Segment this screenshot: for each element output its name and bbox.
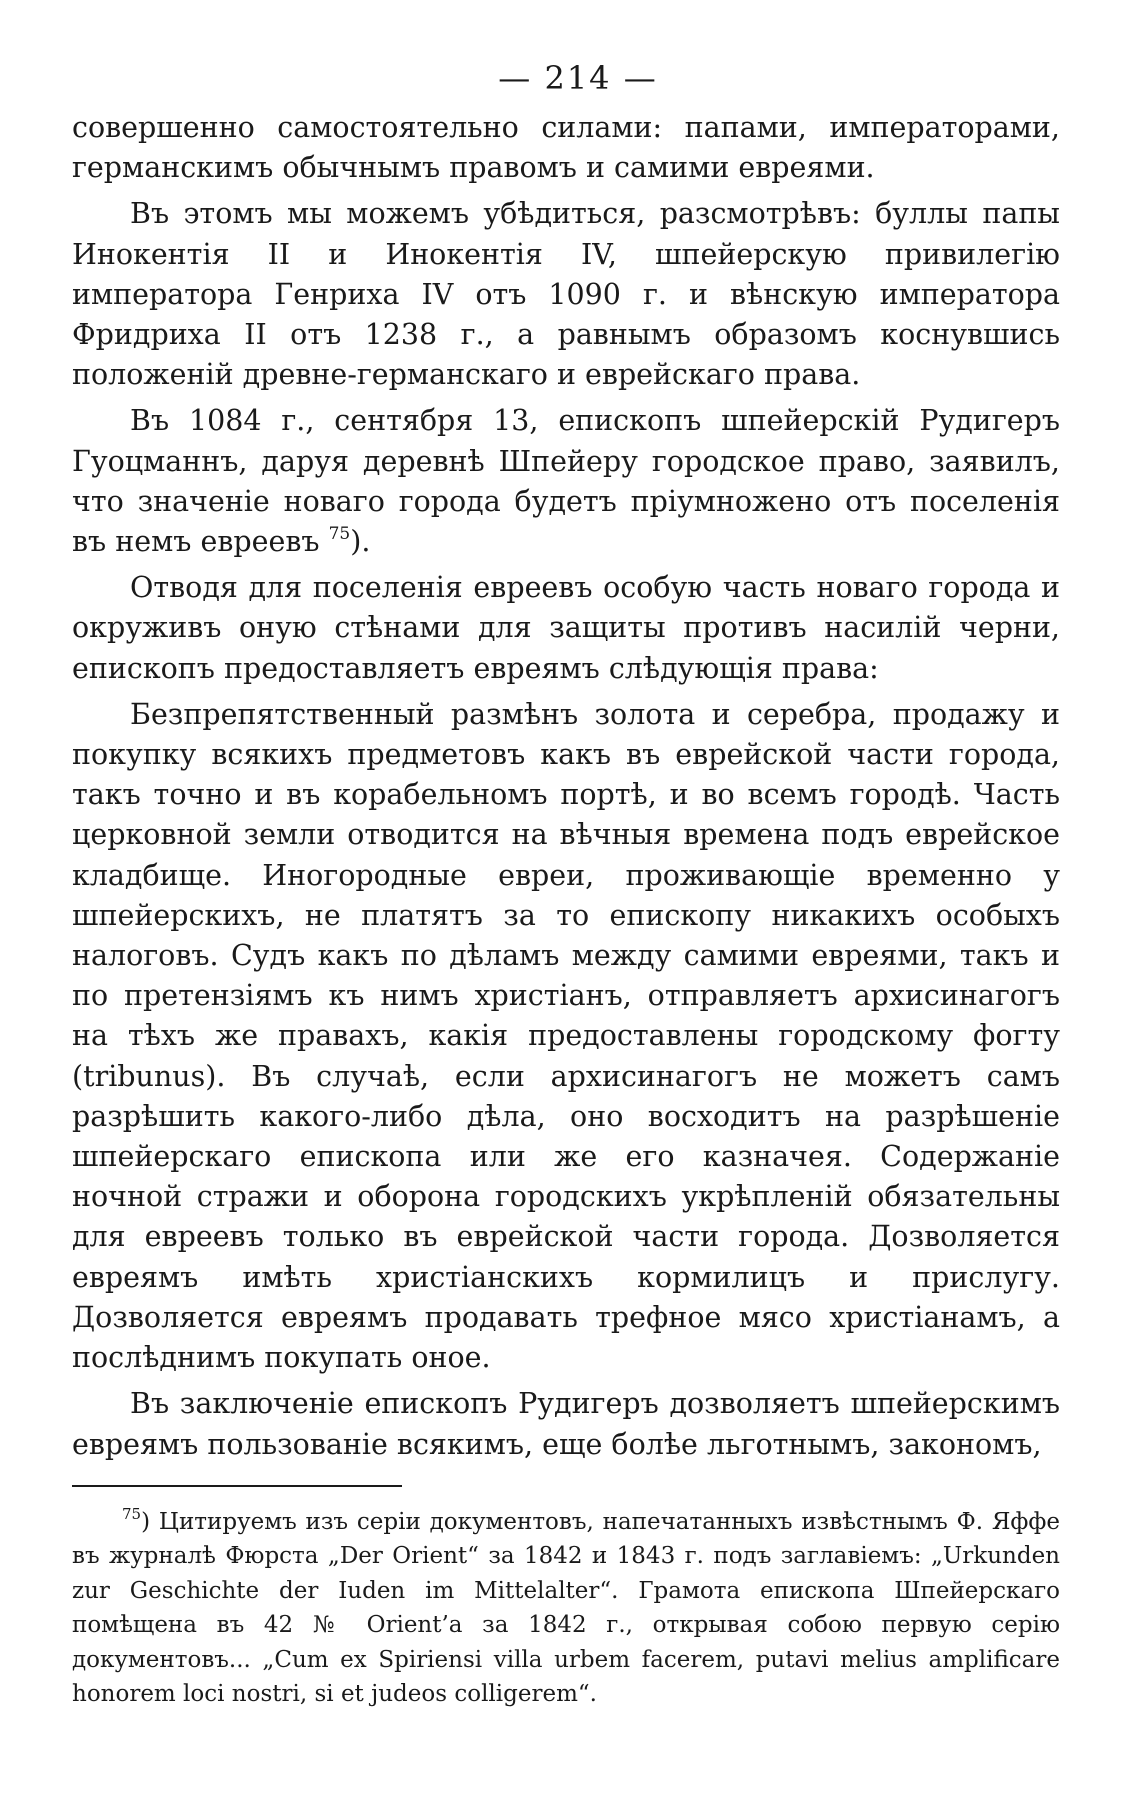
- paragraph-3-text: Въ 1084 г., сентября 13, епископъ шпейерскій Рудигеръ Гуоцманнъ, даруя деревнѣ Шпейеру городское право, заявилъ, что значеніе новаго города будетъ пріумножено отъ поселенія въ немъ евреевъ: [72, 404, 1060, 559]
- footnote-mark: 75: [122, 1504, 142, 1523]
- footnote-text: Цитируемъ изъ серіи документовъ, напечатанныхъ извѣстнымъ Ф. Яффе въ журналѣ Фюрста „Der Orient“ за 1842 и 1843 г. подъ заглавіемъ: „Urkunden zur Geschichte der Iuden im Mittelalter“. Грамота епископа Шпейерскаго помѣщена въ 42 № Orient’а за 1842 г., открывая собою первую серію документовъ... „Cum ex Spiriensi villa urbem facerem, putavi melius amplificare honorem loci nostri, si et judeos colligerem“.: [72, 1508, 1061, 1708]
- footnote-reference[interactable]: 75: [328, 524, 351, 545]
- paragraph-5: Безпрепятственный размѣнъ золота и серебра, продажу и покупку всякихъ предметовъ какъ въ еврейской части города, такъ точно и въ корабельномъ портѣ, и во всемъ городѣ. Часть церковной земли отводится на вѣчныя времена подъ еврейское кладбище. Иногородные евреи, проживающіе временно у шпейерскихъ, не платятъ за то епископу никакихъ особыхъ налоговъ. Судъ какъ по дѣламъ между самими евреями, такъ и по претензіямъ къ нимъ христіанъ, отправляетъ архисинагогъ на тѣхъ же правахъ, какія предоставлены городскому фогту (tribunus). Въ случаѣ, если архисинагогъ не можетъ самъ разрѣшить какого-либо дѣла, оно восходитъ на разрѣшеніе шпейерскаго епископа или же его казначея. Содержаніе ночной стражи и оборона городскихъ укрѣпленій обязательны для евреевъ только въ еврейской части города. Дозволяется евреямъ имѣть христіанскихъ кормилицъ и прислугу. Дозволяется евреямъ продавать трефное мясо христіанамъ, а послѣднимъ покупать оное.: [72, 697, 1060, 1375]
- paragraph-2: Въ этомъ мы можемъ убѣдиться, разсмотрѣвъ: буллы папы Инокентія II и Инокентія IV, шпейерскую привилегію императора Генриха IV отъ 1090 г. и вѣнскую императора Фридриха II отъ 1238 г., а равнымъ образомъ коснувшись положеній древне-германскаго и еврейскаго права.: [72, 197, 1060, 392]
- page-number: — 214 —: [498, 59, 658, 97]
- paragraph-1: совершенно самостоятельно силами: папами, императорами, германскимъ обычнымъ правомъ и самими евреями.: [72, 111, 1060, 185]
- footnote-reference-tail: ).: [350, 525, 371, 559]
- paragraph-3: [72, 401, 1060, 562]
- footnote-75: [72, 1505, 1060, 1712]
- book-page: [72, 48, 1060, 1712]
- body-text: [72, 108, 1060, 1465]
- paragraph-4: Отводя для поселенія евреевъ особую часть новаго города и окруживъ оную стѣнами для защиты противъ насилій черни, епископъ предоставляетъ евреямъ слѣдующія права:: [72, 571, 1060, 685]
- footnote: [72, 1505, 1060, 1712]
- footnote-divider: [72, 1485, 402, 1487]
- footnote-mark-tail: ): [141, 1508, 151, 1535]
- paragraph-6: Въ заключеніе епископъ Рудигеръ дозволяетъ шпейерскимъ евреямъ пользованіе всякимъ, еще болѣе льготнымъ, закономъ,: [72, 1387, 1060, 1461]
